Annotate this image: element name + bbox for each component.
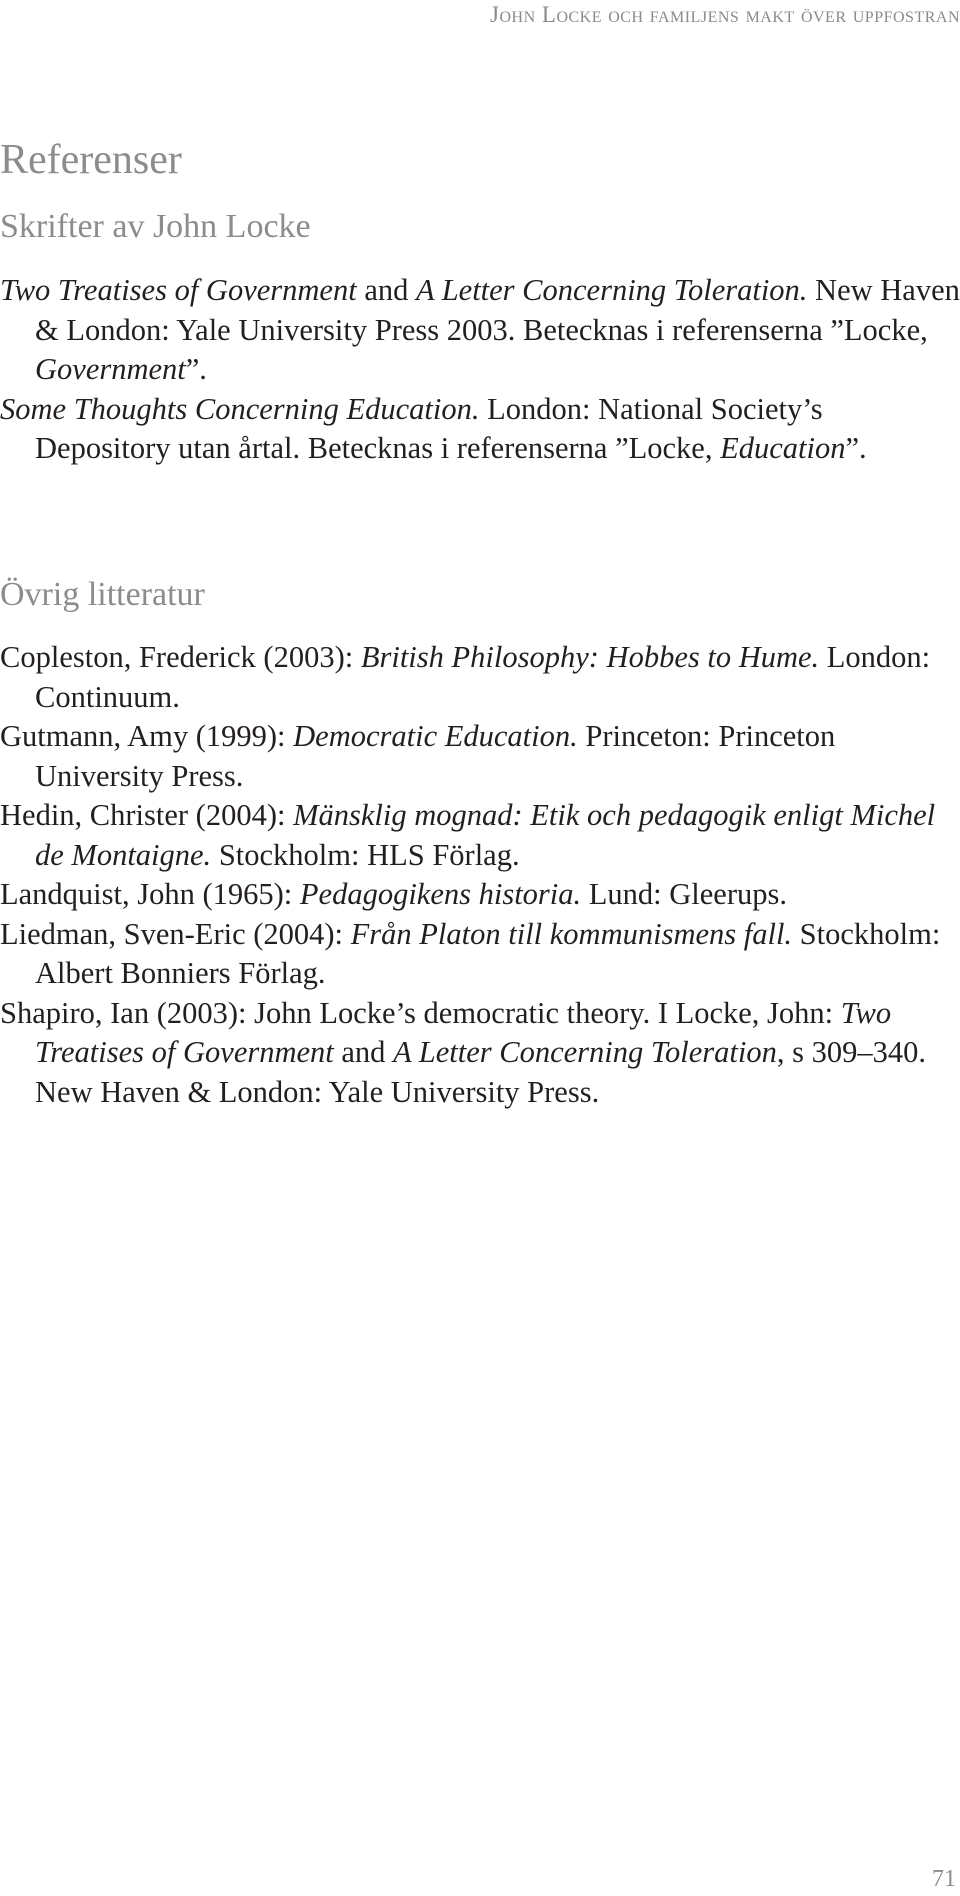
reference-item: Liedman, Sven-Eric (2004): Från Platon till kommunismens fall. Stockholm: Albert Bonniers Förlag. <box>0 916 941 990</box>
reference-item: Some Thoughts Concerning Education. London: National Society’s Depository utan årtal. Betecknas i referenserna ”Locke, Education”. <box>0 391 867 465</box>
reference-item: Gutmann, Amy (1999): Democratic Education. Princeton: Princeton University Press. <box>0 719 836 793</box>
section-heading-locke: Skrifter av John Locke <box>0 208 311 245</box>
page-number: 71 <box>932 1866 956 1892</box>
reference-item: Copleston, Frederick (2003): British Philosophy: Hobbes to Hume. London: Continuum. <box>0 640 931 714</box>
running-head: John Locke och familjens makt över uppfostran <box>490 2 960 27</box>
page-title: Referenser <box>0 137 182 183</box>
reference-item: Landquist, John (1965): Pedagogikens historia. Lund: Gleerups. <box>0 877 787 911</box>
reference-list-other <box>0 638 960 1112</box>
section-heading-other: Övrig litteratur <box>0 576 205 613</box>
reference-item: Hedin, Christer (2004): Mänsklig mognad: Etik och pedagogik enligt Michel de Montaigne. Stockholm: HLS Förlag. <box>0 798 936 872</box>
reference-list-locke <box>0 271 960 469</box>
reference-item: Shapiro, Ian (2003): John Locke’s democratic theory. I Locke, John: Two Treatises of Government and A Letter Concerning Toleration, s 309–340. New Haven & London: Yale University Press. <box>0 995 926 1109</box>
reference-item: Two Treatises of Government and A Letter Concerning Toleration. New Haven & London: Yale University Press 2003. Betecknas i referenserna ”Locke, Government”. <box>0 273 960 386</box>
